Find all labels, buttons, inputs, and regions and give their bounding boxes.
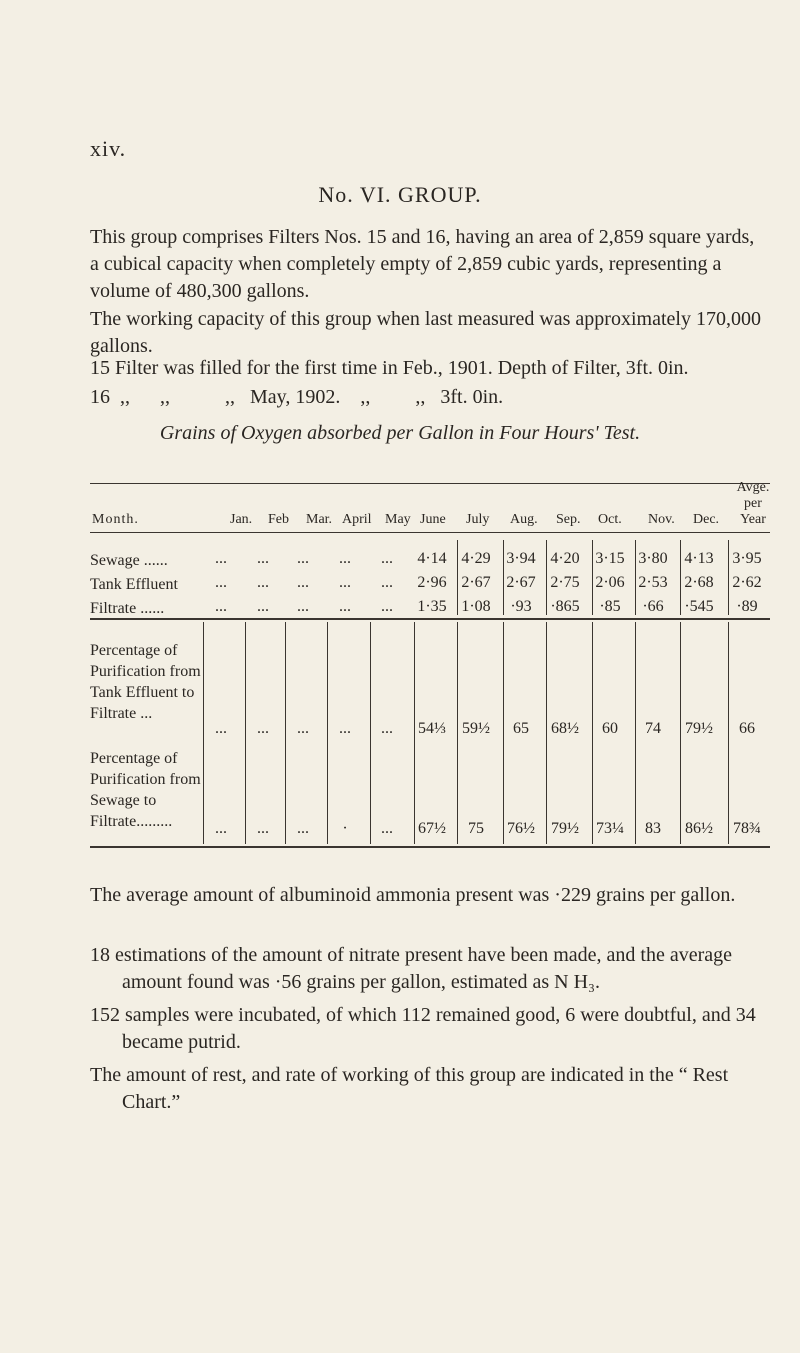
header-june: June (420, 512, 446, 527)
percentage-cell: 76½ (507, 820, 535, 837)
table-cell: ·93 (510, 598, 532, 615)
note-incubation-text: 152 samples were incubated, of which 112 remained good, 6 were doubtful, and 34 became putrid. (90, 1004, 756, 1053)
table-cell: 2·96 (417, 574, 447, 591)
table-cell: 4·13 (684, 550, 714, 567)
percentage-cell: 79½ (551, 820, 579, 837)
table-cell: 3·95 (732, 550, 762, 567)
header-month: Month. (92, 512, 139, 527)
table-header-rule (90, 532, 770, 533)
table-cell: ... (381, 598, 393, 615)
percentage-row-label: Percentage of Purification from Tank Effluent to Filtrate ... (90, 642, 201, 722)
group-title: No. VI. GROUP. (318, 182, 482, 207)
table-cell: ... (339, 598, 351, 615)
note-incubation (90, 1002, 782, 1056)
percentage-cell: 59½ (462, 720, 490, 737)
intro-paragraph-1 (90, 224, 762, 305)
table-title: Grains of Oxygen absorbed per Gallon in Four Hours' Test. (159, 422, 641, 444)
note-albuminoid (90, 882, 782, 909)
table-cell: ·545 (684, 598, 714, 615)
note-nitrate (90, 942, 782, 996)
table-bottom-rule (90, 846, 770, 848)
table-cell: ... (381, 550, 393, 567)
percentage-cell: ... (381, 820, 393, 837)
header-feb: Feb (268, 512, 289, 527)
percentage-cell: 54⅓ (418, 720, 446, 737)
header-jan: Jan. (230, 512, 253, 527)
row-label: Sewage ...... (90, 552, 168, 569)
table-cell: 4·14 (417, 550, 447, 567)
header-dec: Dec. (693, 512, 720, 527)
percentage-cell: 60 (602, 720, 618, 737)
percentage-cell: 83 (645, 820, 661, 837)
note-rest-chart-text: The amount of rest, and rate of working of this group are indicated in the “ Rest Chart.” (90, 1064, 729, 1113)
note-nitrate-text: 18 estimations of the amount of nitrate present have been made, and the average amount found was ·56 grains per gallon, estimated as N H₃. (90, 944, 732, 993)
percentage-cell: ... (381, 720, 393, 737)
percentage-cell: · (342, 820, 348, 837)
table-cell: 1·35 (417, 598, 447, 615)
table-cell: ... (297, 574, 309, 591)
percentage-cell: ... (297, 820, 309, 837)
percentage-cell: 73¼ (596, 820, 624, 837)
header-mar: Mar. (306, 512, 333, 527)
table-cell: ... (257, 598, 269, 615)
percentage-row-label: Percentage of Purification from Sewage to Filtrate......... (90, 750, 201, 830)
note-albuminoid-text: The average amount of albuminoid ammonia present was ·229 grains per gallon. (90, 884, 736, 906)
percentage-cell: 68½ (551, 720, 579, 737)
table-cell: ... (257, 550, 269, 567)
table-cell: 4·20 (550, 550, 580, 567)
header-oct: Oct. (598, 512, 622, 527)
table-cell: 3·94 (506, 550, 536, 567)
header-aug: Aug. (510, 512, 538, 527)
percentage-cell: ... (215, 720, 227, 737)
intro-paragraph-1-text: This group comprises Filters Nos. 15 and 16, having an area of 2,859 square yards, a cubical capacity when completely empty of 2,859 cubic yards, representing a volume of 480,300 gallons. (90, 226, 755, 302)
header-sep: Sep. (556, 512, 581, 527)
percentage-cell: 78¾ (733, 820, 761, 837)
table-cell: 2·62 (732, 574, 762, 591)
table-top-rule (90, 483, 770, 484)
table-cell: ·89 (736, 598, 758, 615)
table-cell: ·85 (599, 598, 621, 615)
row-label: Filtrate ...... (90, 600, 165, 617)
filter-line-16: 16 ,, ,, ,, May, 1902. ,, ,, 3ft. 0in. (90, 386, 504, 408)
percentage-cell: ... (339, 720, 351, 737)
percentage-cell: 65 (513, 720, 529, 737)
table-cell: 4·29 (461, 550, 491, 567)
intro-paragraph-2-text: The working capacity of this group when last measured was approximately 170,000 gallons. (90, 308, 761, 357)
note-rest-chart (90, 1062, 782, 1116)
table-cell: ... (381, 574, 393, 591)
table-cell: ... (257, 574, 269, 591)
intro-paragraph-2 (90, 306, 762, 360)
table-cell: 2·68 (684, 574, 714, 591)
percentage-cell: ... (257, 720, 269, 737)
percentage-cell: 86½ (685, 820, 713, 837)
table-cell: 2·75 (550, 574, 580, 591)
percentage-cell: 79½ (685, 720, 713, 737)
table-cell: ... (215, 550, 227, 567)
header-nov: Nov. (648, 512, 675, 527)
table-cell: ... (339, 574, 351, 591)
table-cell: 1·08 (461, 598, 491, 615)
percentage-cell: ... (215, 820, 227, 837)
header-april: April (342, 512, 372, 527)
percentage-cell: 66 (739, 720, 755, 737)
table-cell: 2·67 (506, 574, 536, 591)
header-may: May (385, 512, 411, 527)
table-cell: 2·53 (638, 574, 668, 591)
page-number: xiv. (90, 136, 127, 161)
header-average: Avge. per Year (736, 480, 770, 527)
percentage-cell: 67½ (418, 820, 446, 837)
percentage-cell: ... (257, 820, 269, 837)
percentage-cell: 74 (645, 720, 661, 737)
row-label: Tank Effluent (90, 576, 178, 593)
table-cell: 2·67 (461, 574, 491, 591)
header-july: July (466, 512, 490, 527)
table-cell: ... (215, 598, 227, 615)
table-cell: 3·80 (638, 550, 668, 567)
table-cell: 2·06 (595, 574, 625, 591)
table-cell: ·865 (550, 598, 580, 615)
table-cell: ... (297, 598, 309, 615)
percentage-cell: ... (297, 720, 309, 737)
table-cell: ·66 (642, 598, 664, 615)
table-cell: ... (339, 550, 351, 567)
table-cell: 3·15 (595, 550, 625, 567)
table-cell: ... (297, 550, 309, 567)
percentage-cell: 75 (468, 820, 484, 837)
filter-line-15: 15 Filter was filled for the first time in Feb., 1901. Depth of Filter, 3ft. 0in. (90, 357, 689, 379)
table-cell: ... (215, 574, 227, 591)
